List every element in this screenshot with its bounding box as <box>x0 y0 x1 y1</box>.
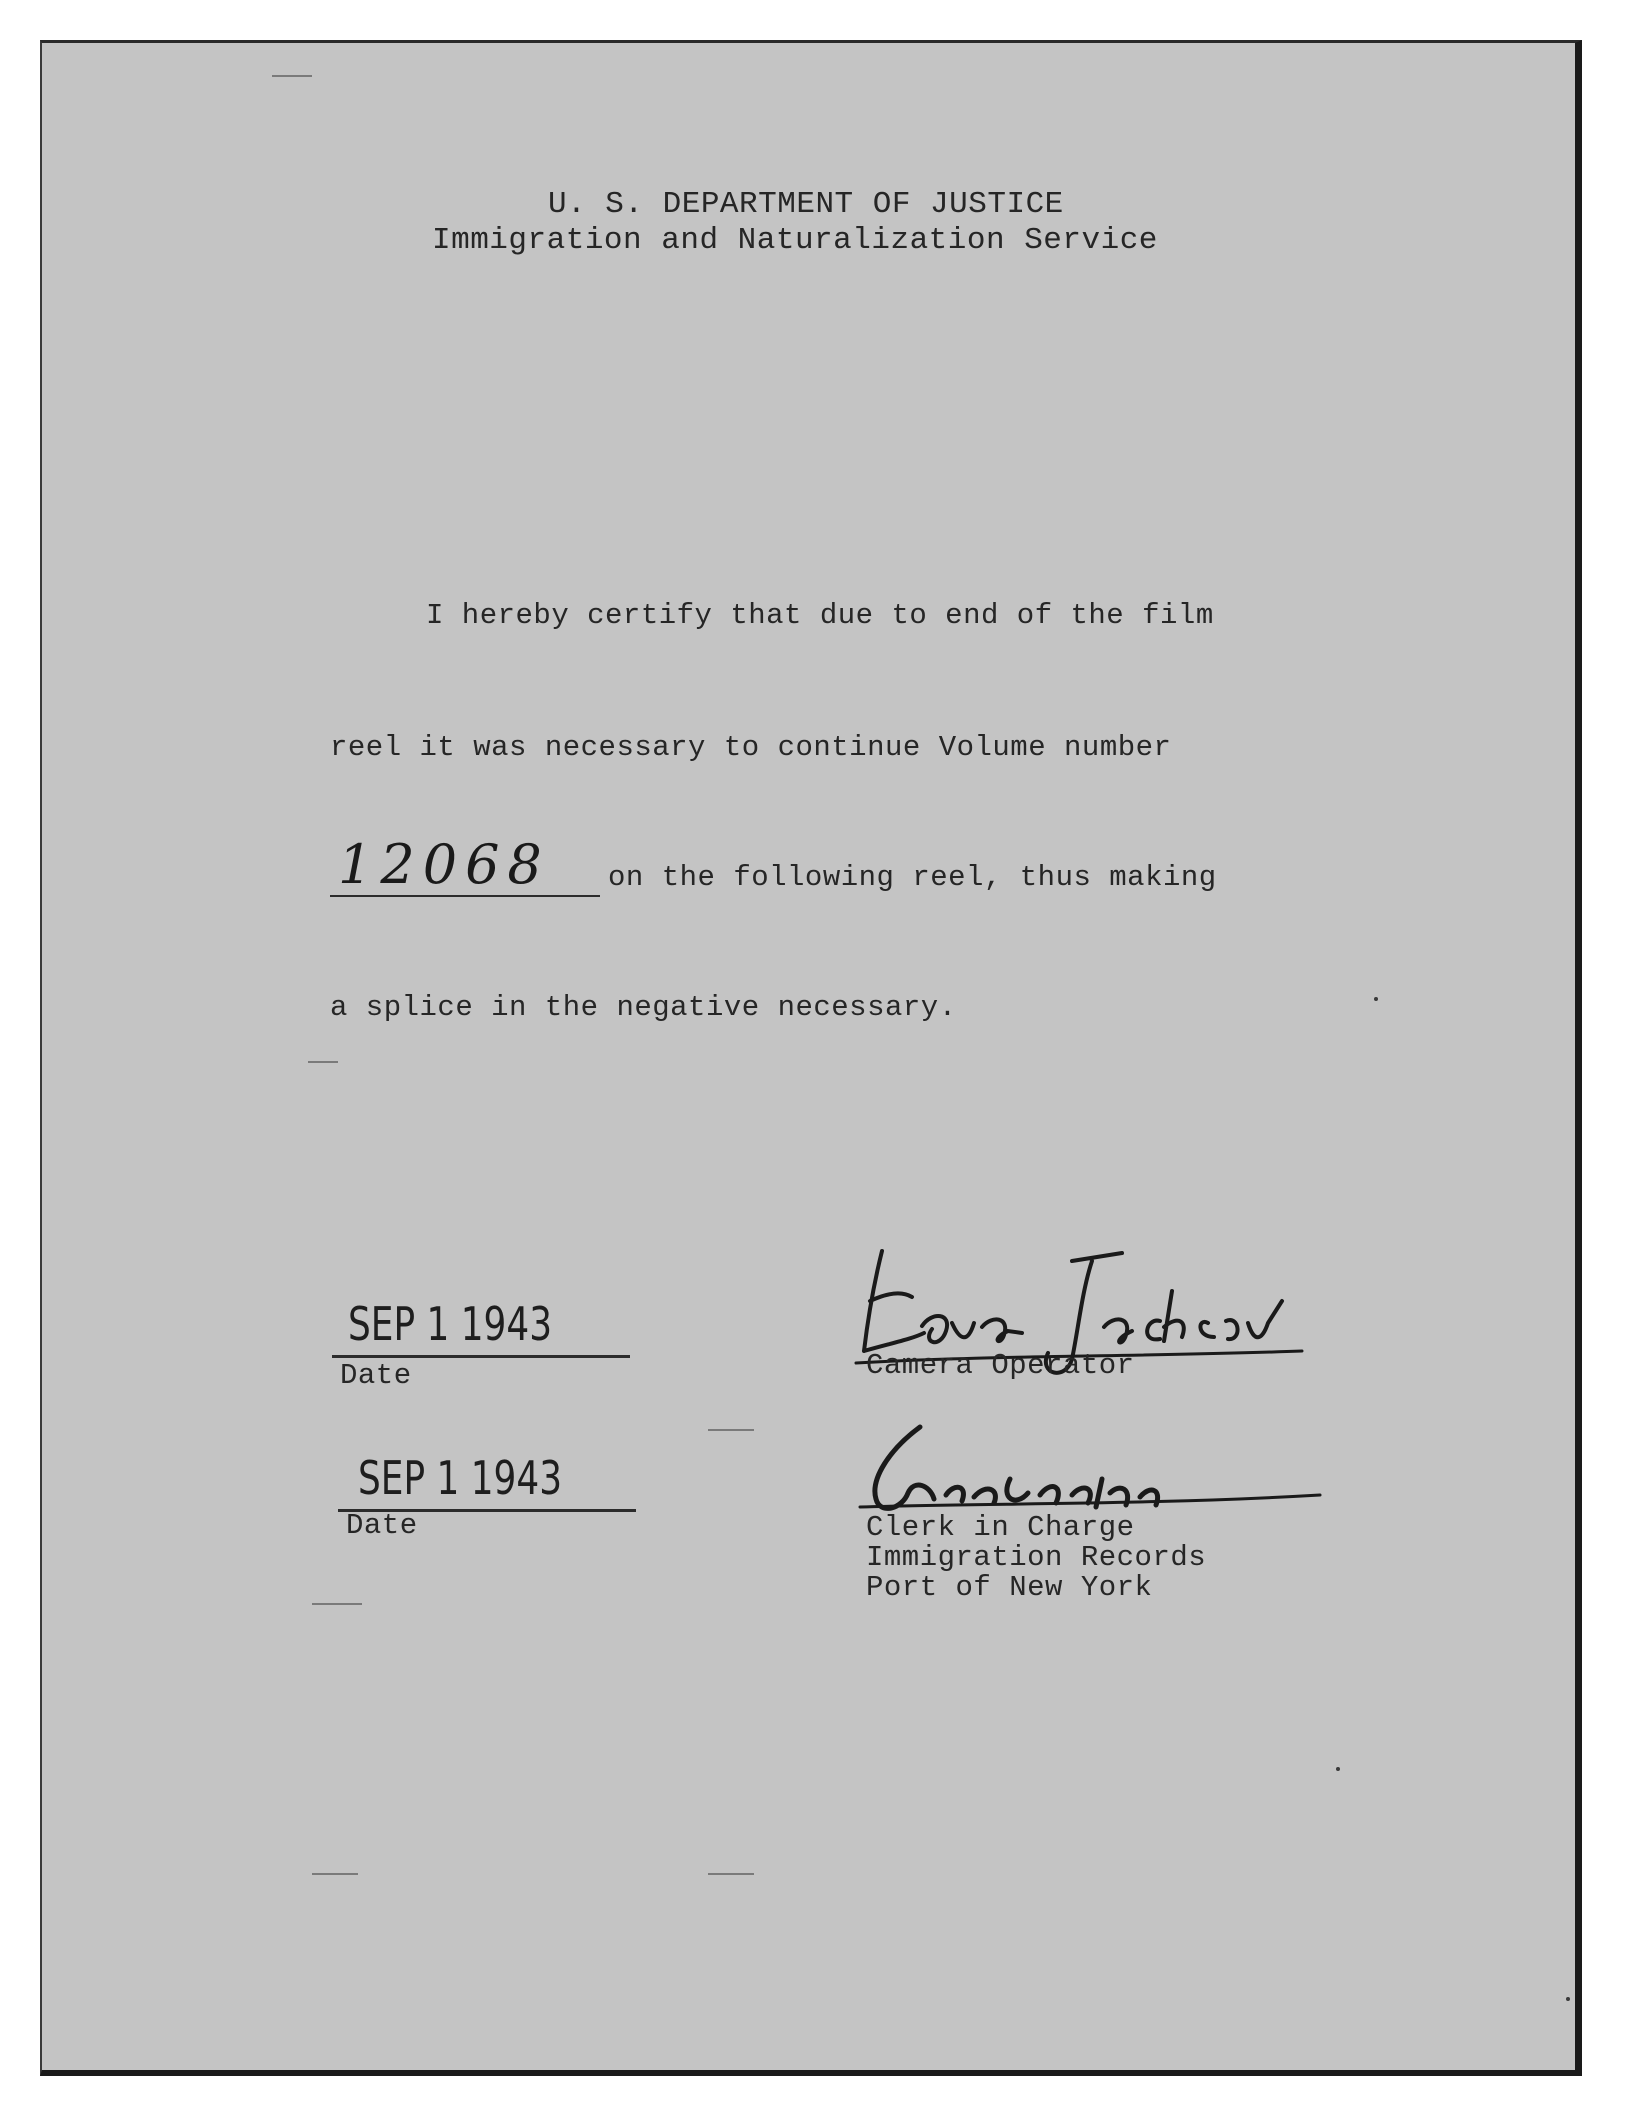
certificate-line-2: reel it was necessary to continue Volume number <box>330 731 1172 764</box>
scan-mark <box>708 1429 754 1431</box>
certificate-line-1: I hereby certify that due to end of the film <box>426 599 1214 632</box>
clerk-title-line-2: Immigration Records <box>866 1541 1207 1574</box>
operator-date-stamp: SEP 1 1943 <box>348 1297 553 1351</box>
volume-number-handwritten: 12068 <box>338 833 550 896</box>
certificate-line-3: on the following reel, thus making <box>608 861 1217 894</box>
scan-mark <box>312 1873 358 1875</box>
scan-speck <box>1336 1767 1340 1771</box>
camera-operator-title: Camera Operator <box>866 1349 1135 1382</box>
operator-date-line <box>332 1355 630 1358</box>
clerk-title-line-3: Port of New York <box>866 1571 1153 1604</box>
scan-mark <box>272 75 312 77</box>
certificate-line-4: a splice in the negative necessary. <box>330 991 957 1024</box>
clerk-title-line-1: Clerk in Charge <box>866 1511 1135 1544</box>
scan-mark <box>708 1873 754 1875</box>
scan-mark <box>308 1061 338 1063</box>
department-heading: U. S. DEPARTMENT OF JUSTICE <box>548 187 1064 222</box>
scan-speck <box>1566 1997 1570 2001</box>
scan-speck <box>1374 997 1378 1001</box>
volume-number-underline <box>330 895 600 897</box>
operator-date-label: Date <box>340 1359 412 1392</box>
service-heading: Immigration and Naturalization Service <box>432 223 1158 258</box>
clerk-date-label: Date <box>346 1509 418 1542</box>
scan-mark <box>312 1603 362 1605</box>
document-page <box>40 40 1582 2076</box>
clerk-date-stamp: SEP 1 1943 <box>358 1451 563 1505</box>
